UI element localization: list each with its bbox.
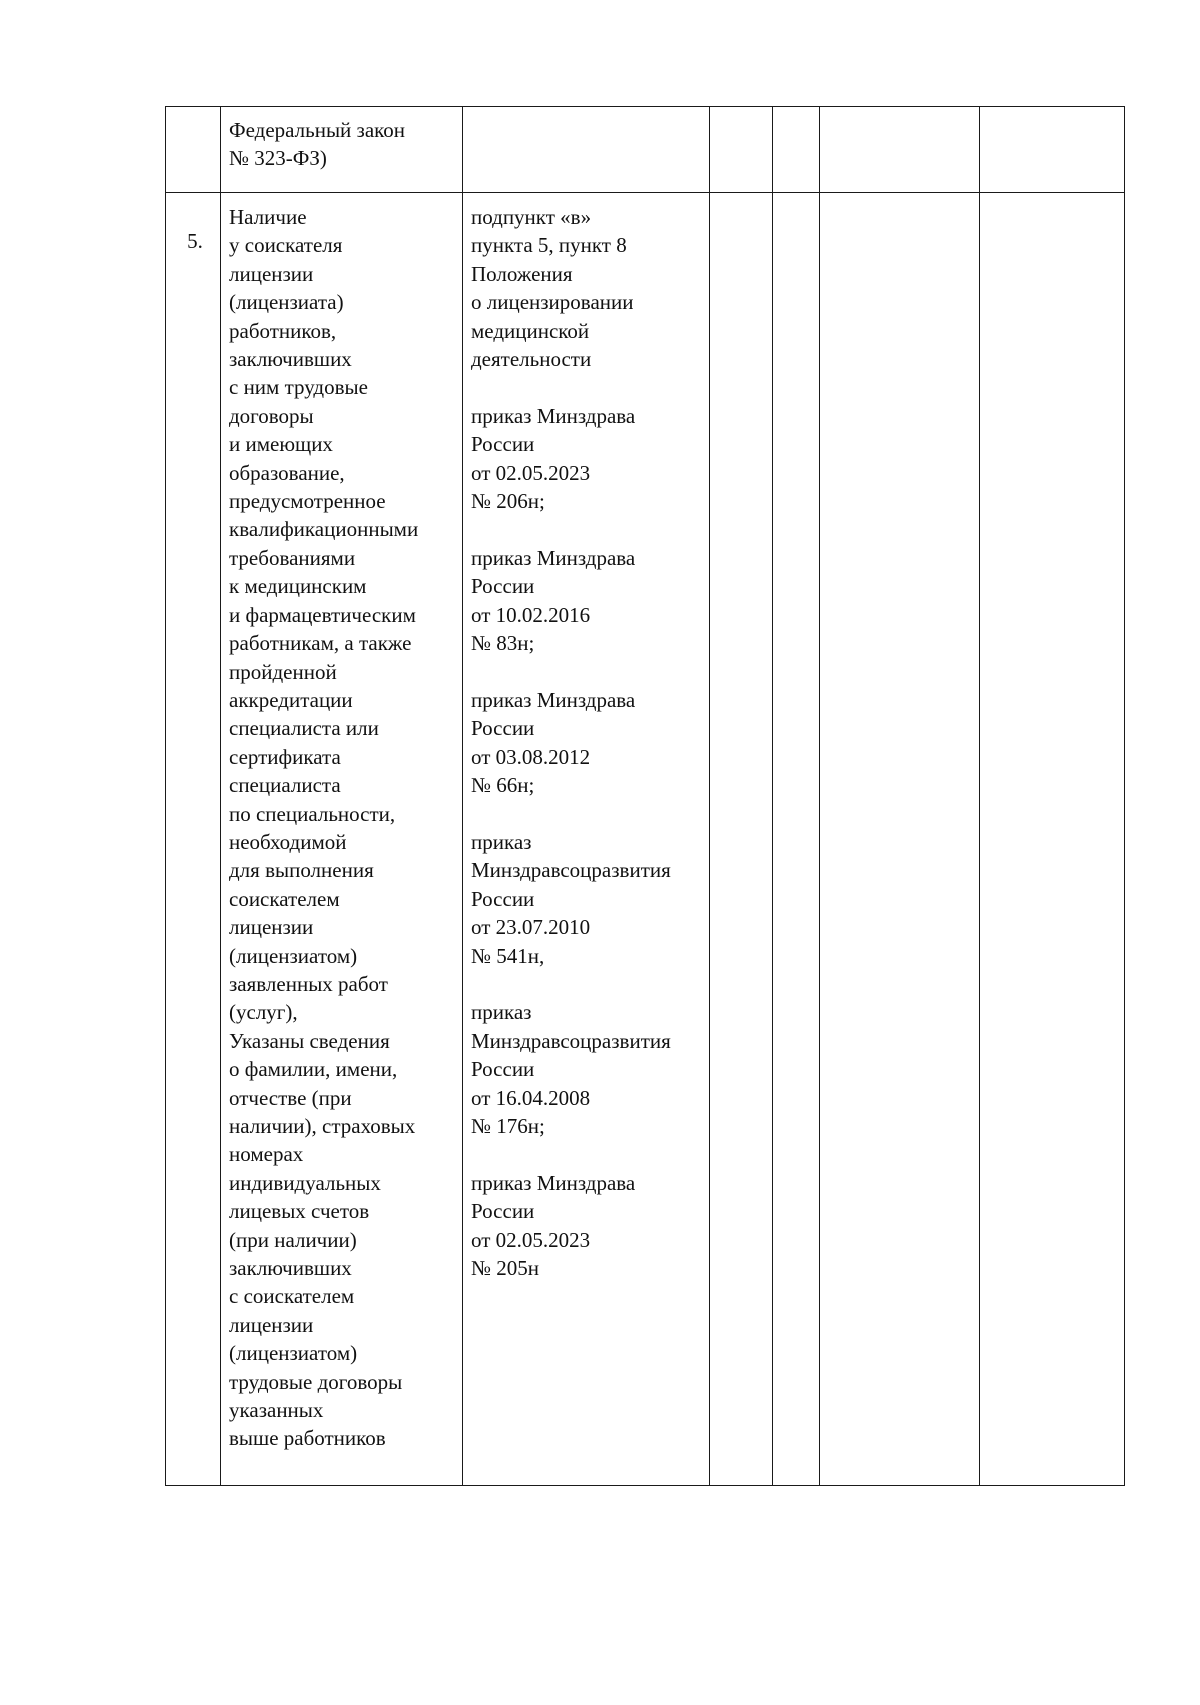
basis-line: № 205н — [471, 1255, 540, 1280]
basis-line: России — [471, 1057, 535, 1082]
text-line: требованиями — [229, 545, 356, 570]
text-line: (услуг), — [229, 1000, 298, 1025]
requirement-cell — [221, 107, 463, 193]
text-line: аккредитации — [229, 687, 353, 712]
basis-line: № 176н; — [471, 1113, 545, 1138]
basis-line: № 83н; — [471, 631, 535, 656]
text-line: заключивших — [229, 1256, 352, 1281]
table-row-continuation — [166, 107, 1125, 193]
basis-line: № 66н; — [471, 773, 535, 798]
text-line: указанных — [229, 1398, 324, 1423]
number-cell — [166, 107, 221, 193]
basis-line: Положения — [471, 261, 573, 286]
text-line: Федеральный закон — [229, 118, 406, 142]
text-line: лицензии — [229, 1312, 314, 1337]
text-line: (лицензиата) — [229, 290, 344, 315]
text-line: номерах — [229, 1142, 304, 1167]
basis-line: от 03.08.2012 — [471, 744, 591, 769]
basis-line: приказ Минздрава — [471, 545, 636, 570]
text-line: заявленных работ — [229, 971, 388, 996]
text-line: лицевых счетов — [229, 1199, 370, 1224]
text-line: образование, — [229, 460, 345, 485]
basis-cell — [463, 193, 710, 1486]
basis-line: приказ — [471, 1000, 532, 1025]
text-line: пройденной — [229, 659, 337, 684]
group-spacer — [471, 515, 705, 543]
basis-line: приказ Минздрава — [471, 687, 636, 712]
basis-line: о лицензировании — [471, 290, 634, 315]
legal-basis-text — [471, 203, 705, 1282]
text-line: работников, — [229, 318, 337, 343]
text-line: (при наличии) — [229, 1227, 357, 1252]
text-line: соискателем — [229, 886, 340, 911]
basis-line: приказ Минздрава — [471, 1170, 636, 1195]
requirement-text — [229, 116, 458, 173]
basis-line: от 02.05.2023 — [471, 460, 591, 485]
text-line: лицензии — [229, 261, 314, 286]
basis-line: России — [471, 1199, 535, 1224]
basis-line: Минздравсоцразвития — [471, 1028, 671, 1053]
basis-cell — [463, 107, 710, 193]
basis-line: от 02.05.2023 — [471, 1227, 591, 1252]
text-line: трудовые договоры — [229, 1369, 403, 1394]
group-spacer — [471, 970, 705, 998]
text-line: наличии), страховых — [229, 1114, 416, 1138]
text-line: работникам, а также — [229, 631, 412, 656]
basis-line: приказ Минздрава — [471, 403, 636, 428]
text-line: лицензии — [229, 915, 314, 940]
basis-line: от 10.02.2016 — [471, 602, 591, 627]
text-line: по специальности, — [229, 801, 396, 826]
text-line: индивидуальных — [229, 1170, 381, 1195]
text-line: отчестве (при — [229, 1085, 352, 1110]
text-line: сертификата — [229, 744, 341, 769]
text-line: выше работников — [229, 1426, 386, 1451]
basis-line: деятельности — [471, 347, 592, 372]
text-line: с ним трудовые — [229, 375, 368, 400]
basis-line: медицинской — [471, 318, 590, 343]
basis-line: России — [471, 432, 535, 457]
basis-line: от 23.07.2010 — [471, 915, 591, 940]
requirements-table — [165, 106, 1125, 1486]
empty-cell — [980, 193, 1125, 1486]
text-line: к медицинским — [229, 574, 367, 599]
group-spacer — [471, 1140, 705, 1168]
empty-cell — [773, 193, 820, 1486]
text-line: и имеющих — [229, 432, 333, 457]
basis-line: России — [471, 886, 535, 911]
text-line: предусмотренное — [229, 489, 386, 514]
group-spacer — [471, 657, 705, 685]
text-line: Наличие — [229, 205, 307, 229]
text-line: (лицензиатом) — [229, 943, 358, 968]
basis-line: Минздравсоцразвития — [471, 858, 671, 883]
text-line: с соискателем — [229, 1284, 355, 1309]
group-spacer — [471, 373, 705, 401]
group-spacer — [471, 799, 705, 827]
text-line: у соискателя — [229, 233, 343, 258]
basis-line: пункта 5, пункт 8 — [471, 233, 627, 258]
text-line: и фармацевтическим — [229, 602, 416, 627]
row-number: 5. — [166, 193, 221, 1486]
text-line: о фамилии, имени, — [229, 1057, 398, 1082]
text-line: (лицензиатом) — [229, 1341, 358, 1366]
text-line: квалификационными — [229, 517, 419, 542]
empty-cell — [820, 193, 980, 1486]
text-line: необходимой — [229, 829, 347, 854]
basis-line: приказ — [471, 829, 532, 854]
table-row-5 — [166, 193, 1125, 1486]
empty-cell — [820, 107, 980, 193]
empty-cell — [980, 107, 1125, 193]
basis-line: России — [471, 574, 535, 599]
empty-cell — [710, 193, 773, 1486]
text-line: заключивших — [229, 347, 352, 372]
text-line: специалиста или — [229, 716, 379, 741]
empty-cell — [710, 107, 773, 193]
requirement-text — [229, 203, 458, 1453]
basis-line: от 16.04.2008 — [471, 1085, 591, 1110]
text-line: № 323-ФЗ) — [229, 146, 327, 171]
empty-cell — [773, 107, 820, 193]
basis-line: № 206н; — [471, 489, 545, 514]
basis-line: России — [471, 716, 535, 741]
basis-line: № 541н, — [471, 943, 545, 968]
text-line: специалиста — [229, 773, 341, 798]
basis-line: подпункт «в» — [471, 205, 592, 229]
requirement-cell — [221, 193, 463, 1486]
text-line: для выполнения — [229, 858, 374, 883]
text-line: Указаны сведения — [229, 1028, 390, 1053]
text-line: договоры — [229, 403, 314, 428]
